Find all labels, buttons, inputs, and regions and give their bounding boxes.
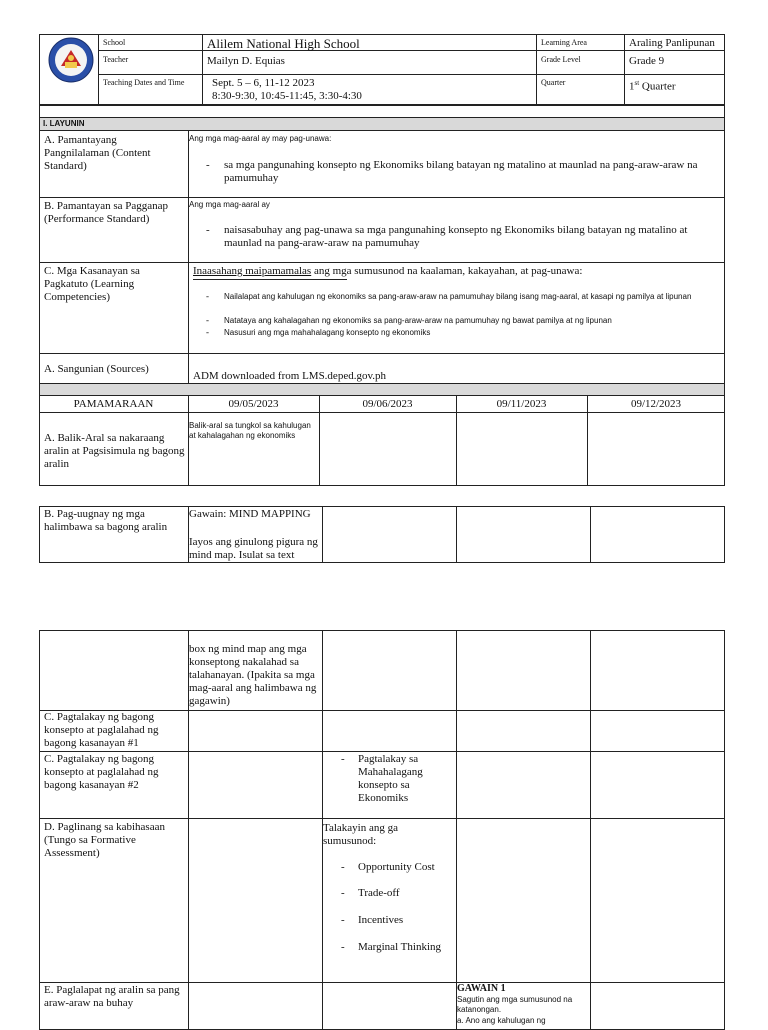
content-standard-bullet: sa mga pangunahing konsepto ng Ekonomiks bilang batayan ng matalino at maunlad na pang-araw-araw na pamumuhay: [224, 159, 698, 184]
quarter-number: 1: [629, 80, 635, 93]
dates-line2: 8:30-9:30, 10:45-11:45, 3:30-4:30: [212, 90, 362, 102]
pag-uugnay-label: B. Pag-uugnay ng mga halimbawa sa bagong aralin: [44, 508, 168, 533]
layunin-heading: I. LAYUNIN: [43, 119, 85, 128]
quarter-word: Quarter: [639, 80, 676, 93]
date-column-header: 09/05/2023: [228, 398, 279, 410]
competencies-intro-underlined: Inaasahang maipamamalas: [193, 265, 312, 277]
competencies-intro-rest: ang mga sumusunod na kaalaman, kakayahan, at pag-unawa:: [311, 265, 583, 277]
pagtalakay-2-label: C. Pagtalakay ng bagong konsepto at paglalahad ng bagong kasanayan #2: [44, 753, 159, 791]
competency-item: Nailalapat ang kahulugan ng ekonomiks sa pang-araw-araw na pamumuhay bilang isang mag-aaral, at kasapi ng pamilya at lipunan: [224, 292, 692, 301]
performance-standard-bullet: naisasabuhay ang pag-unawa sa mga pangunahing konsepto ng Ekonomiks bilang batayan ng matalino at maunlad na pang-araw-araw na pamumuhay: [224, 224, 688, 249]
teacher-value: Mailyn D. Equias: [207, 55, 285, 67]
quarter-value: [629, 77, 676, 94]
quarter-label: Quarter: [541, 78, 566, 87]
gawain-1-question: a. Ano ang kahulugan ng: [457, 1016, 546, 1025]
spacer-bar: [39, 383, 725, 396]
grade-value: Grade 9: [629, 55, 665, 67]
dates-line1: Sept. 5 – 6, 11-12 2023: [212, 77, 315, 89]
quarter-superscript: st: [634, 79, 640, 87]
paglinang-label: D. Paglinang sa kabihasaan (Tungo sa Formative Assessment): [44, 821, 165, 859]
mind-mapping-continued: box ng mind map ang mga konseptong nakalahad sa talahanayan. (Ipakita sa mga mag-aaral ang halimbawa ng gagawin): [189, 643, 317, 707]
concept-item: Trade-off: [358, 887, 400, 899]
content-standard-intro: Ang mga mag-aaral ay may pag-unawa:: [189, 134, 332, 143]
sources-value: ADM downloaded from LMS.deped.gov.ph: [193, 370, 386, 382]
mind-mapping-text: Iayos ang ginulong pigura ng mind map. Isulat sa text: [189, 536, 318, 561]
content-standard-label: A. Pamantayang Pangnilalaman (Content Standard): [44, 134, 151, 172]
performance-standard-intro: Ang mga mag-aaral ay: [189, 200, 270, 209]
layunin-heading-bar: [39, 117, 725, 131]
competency-item: Natataya ang kahalagahan ng ekonomiks sa pang-araw-araw na pamumuhay ng bawat pamilya at ng lipunan: [224, 316, 612, 325]
area-label: Learning Area: [541, 38, 587, 47]
sources-label: A. Sangunian (Sources): [44, 363, 149, 375]
competency-item: Nasusuri ang mga mahahalagang konsepto ng ekonomiks: [224, 328, 431, 337]
pagtalakay-2-day2: Pagtalakay sa Mahahalagang konsepto sa Ekonomiks: [358, 753, 423, 804]
date-column-header: 09/06/2023: [362, 398, 413, 410]
performance-standard-label: B. Pamantayan sa Pagganap (Performance Standard): [44, 200, 169, 225]
pamamaraan-heading: PAMAMARAAN: [73, 398, 154, 410]
pagtalakay-1-label: C. Pagtalakay ng bagong konsepto at paglalahad ng bagong kasanayan #1: [44, 711, 159, 749]
paglalapat-label: E. Paglalapat ng aralin sa pang araw-araw na buhay: [44, 984, 180, 1009]
deped-seal-icon: [47, 36, 95, 84]
balik-aral-day1: Balik-aral sa tungkol sa kahulugan at kahalagahan ng ekonomiks: [189, 421, 311, 440]
dates-label: Teaching Dates and Time: [103, 78, 185, 87]
school-label: School: [103, 38, 126, 47]
grade-label: Grade Level: [541, 55, 581, 64]
learning-competencies-label: C. Mga Kasanayan sa Pagkatuto (Learning Competencies): [44, 265, 140, 303]
concept-item: Opportunity Cost: [358, 861, 435, 873]
mind-mapping-title: Gawain: MIND MAPPING: [189, 508, 311, 520]
gawain-1-title: GAWAIN 1: [457, 983, 506, 994]
teacher-label: Teacher: [103, 55, 129, 64]
gawain-1-text: Sagutin ang mga sumusunod na katanongan.: [457, 995, 573, 1014]
paglinang-intro: Talakayin ang ga sumusunod:: [323, 822, 398, 847]
date-column-header: 09/11/2023: [496, 398, 547, 410]
balik-aral-label: A. Balik-Aral sa nakaraang aralin at Pagsisimula ng bagong aralin: [44, 432, 185, 470]
date-column-header: 09/12/2023: [630, 398, 682, 410]
school-value: Alilem National High School: [207, 36, 360, 51]
concept-item: Incentives: [358, 914, 404, 926]
concept-item: Marginal Thinking: [358, 941, 442, 953]
learning-competencies-intro: [193, 265, 582, 278]
header-table: [39, 34, 725, 105]
area-value: Araling Panlipunan: [629, 37, 715, 49]
